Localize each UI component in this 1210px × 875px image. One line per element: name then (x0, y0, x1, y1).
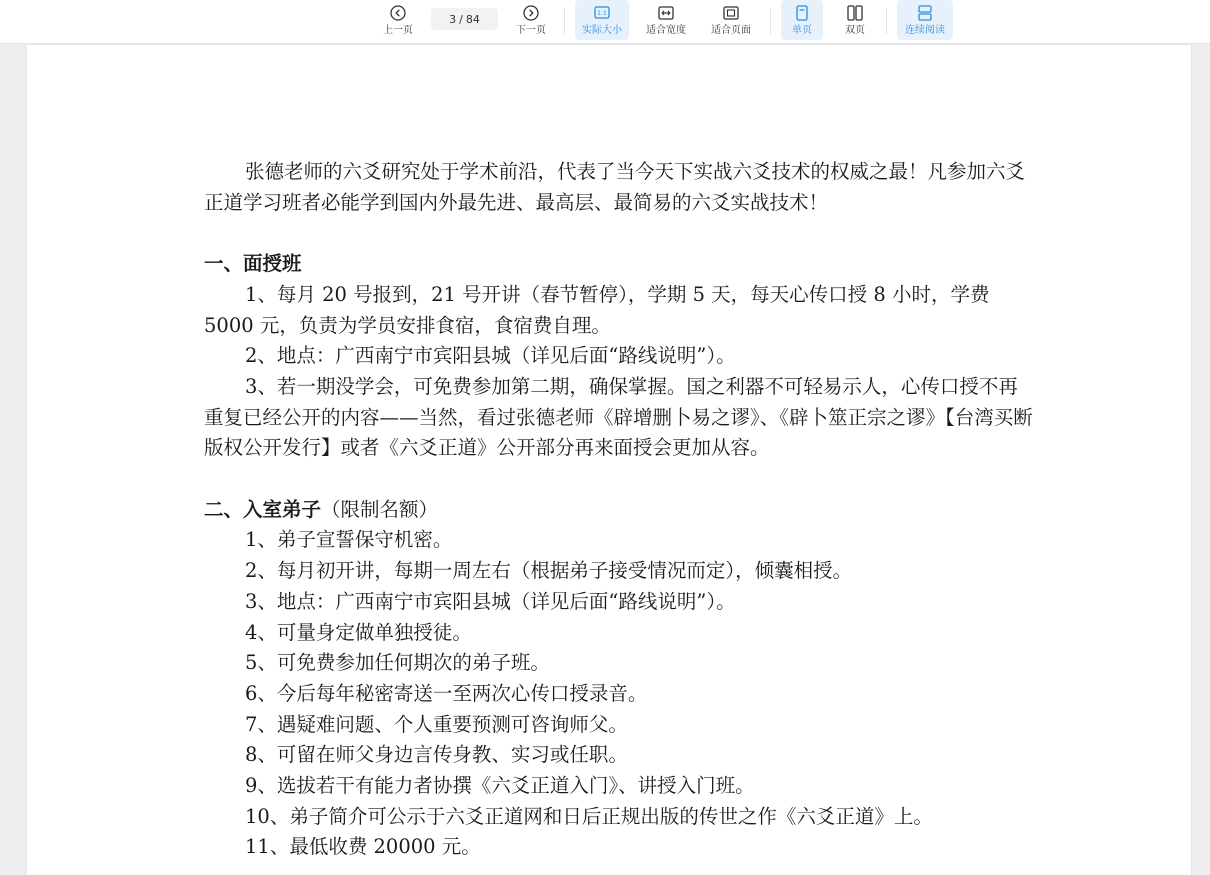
section-2-title: 二、入室弟子 (204, 497, 322, 521)
list-item: 5、可免费参加任何期次的弟子班。 (245, 651, 550, 675)
section-1-title: 一、面授班 (204, 252, 302, 276)
list-item: 1、每月 20 号报到，21 号开讲（春节暂停），学期 5 天，每天心传口授 8 小时，学费 5000 元，负责为学员安排食宿，食宿费自理。 (204, 282, 990, 337)
page-indicator[interactable] (431, 8, 498, 30)
double-page-button[interactable] (834, 0, 876, 40)
next-page-label: 下一页 (516, 25, 546, 36)
paragraph-gap (204, 464, 1034, 495)
double-page-label: 双页 (845, 25, 865, 36)
document-page (27, 45, 1191, 875)
prev-page-button[interactable] (377, 0, 419, 40)
toolbar-divider (770, 8, 771, 34)
actual-size-button[interactable] (575, 0, 629, 40)
toolbar-divider (886, 8, 887, 34)
list-item: 2、每月初开讲，每期一周左右（根据弟子接受情况而定），倾囊相授。 (245, 559, 853, 583)
single-page-label: 单页 (792, 25, 812, 36)
list-item: 1、弟子宣誓保守机密。 (245, 528, 453, 552)
actual-size-label: 实际大小 (582, 25, 622, 36)
document-body (204, 157, 1034, 863)
actual-size-badge: 1:1 (597, 10, 607, 18)
fit-page-icon (722, 4, 740, 22)
continuous-reading-button[interactable] (897, 0, 953, 40)
double-page-icon (846, 4, 864, 22)
list-item: 2、地点：广西南宁市宾阳县城（详见后面“路线说明”）。 (245, 344, 736, 368)
section-2-note: （限制名额） (321, 497, 439, 521)
single-page-icon (793, 4, 811, 22)
prev-page-label: 上一页 (383, 25, 413, 36)
section-heading (204, 249, 1034, 280)
intro-paragraph: 张德老师的六爻研究处于学术前沿，代表了当今天下实战六爻技术的权威之最！凡参加六爻正道学习班者必能学到国内外最先进、最高层、最简易的六爻实战技术！ (204, 160, 1026, 214)
chevron-left-circle-icon (389, 4, 407, 22)
chevron-right-circle-icon (522, 4, 540, 22)
fit-page-button[interactable] (704, 0, 758, 40)
total-pages: 84 (465, 12, 480, 26)
list-item: 6、今后每年秘密寄送一至两次心传口授录音。 (245, 681, 648, 705)
single-page-button[interactable] (781, 0, 823, 40)
next-page-button[interactable] (510, 0, 552, 40)
list-item: 11、最低收费 20000 元。 (245, 835, 481, 859)
continuous-reading-icon (916, 4, 934, 22)
list-item: 4、可量身定做单独授徒。 (245, 620, 472, 644)
list-item: 3、若一期没学会，可免费参加第二期，确保掌握。国之利器不可轻易示人，心传口授不再重复已经公开的内容——当然，看过张德老师《辟增删卜易之谬》、《辟卜筮正宗之谬》【台湾买断版权公开发行】或者《六爻正道》公开部分再来面授会更加从容。 (204, 374, 1033, 460)
actual-size-icon (593, 4, 611, 22)
toolbar-divider (564, 8, 565, 34)
list-item: 3、地点：广西南宁市宾阳县城（详见后面“路线说明”）。 (245, 589, 736, 613)
fit-width-label: 适合宽度 (646, 25, 686, 36)
page-separator: / (459, 12, 463, 26)
fit-width-button[interactable] (639, 0, 693, 40)
section-heading (204, 495, 1034, 526)
current-page-number[interactable]: 3 (449, 12, 457, 26)
list-item: 7、遇疑难问题、个人重要预测可咨询师父。 (245, 712, 628, 736)
list-item: 9、选拔若干有能力者协撰《六爻正道入门》、讲授入门班。 (245, 774, 755, 798)
list-item: 8、可留在师父身边言传身教、实习或任职。 (245, 743, 628, 767)
paragraph-gap (204, 218, 1034, 249)
continuous-reading-label: 连续阅读 (905, 25, 945, 36)
reader-toolbar (0, 0, 1210, 44)
list-item: 10、弟子简介可公示于六爻正道网和日后正规出版的传世之作《六爻正道》上。 (245, 804, 933, 828)
fit-width-icon (657, 4, 675, 22)
fit-page-label: 适合页面 (711, 25, 751, 36)
